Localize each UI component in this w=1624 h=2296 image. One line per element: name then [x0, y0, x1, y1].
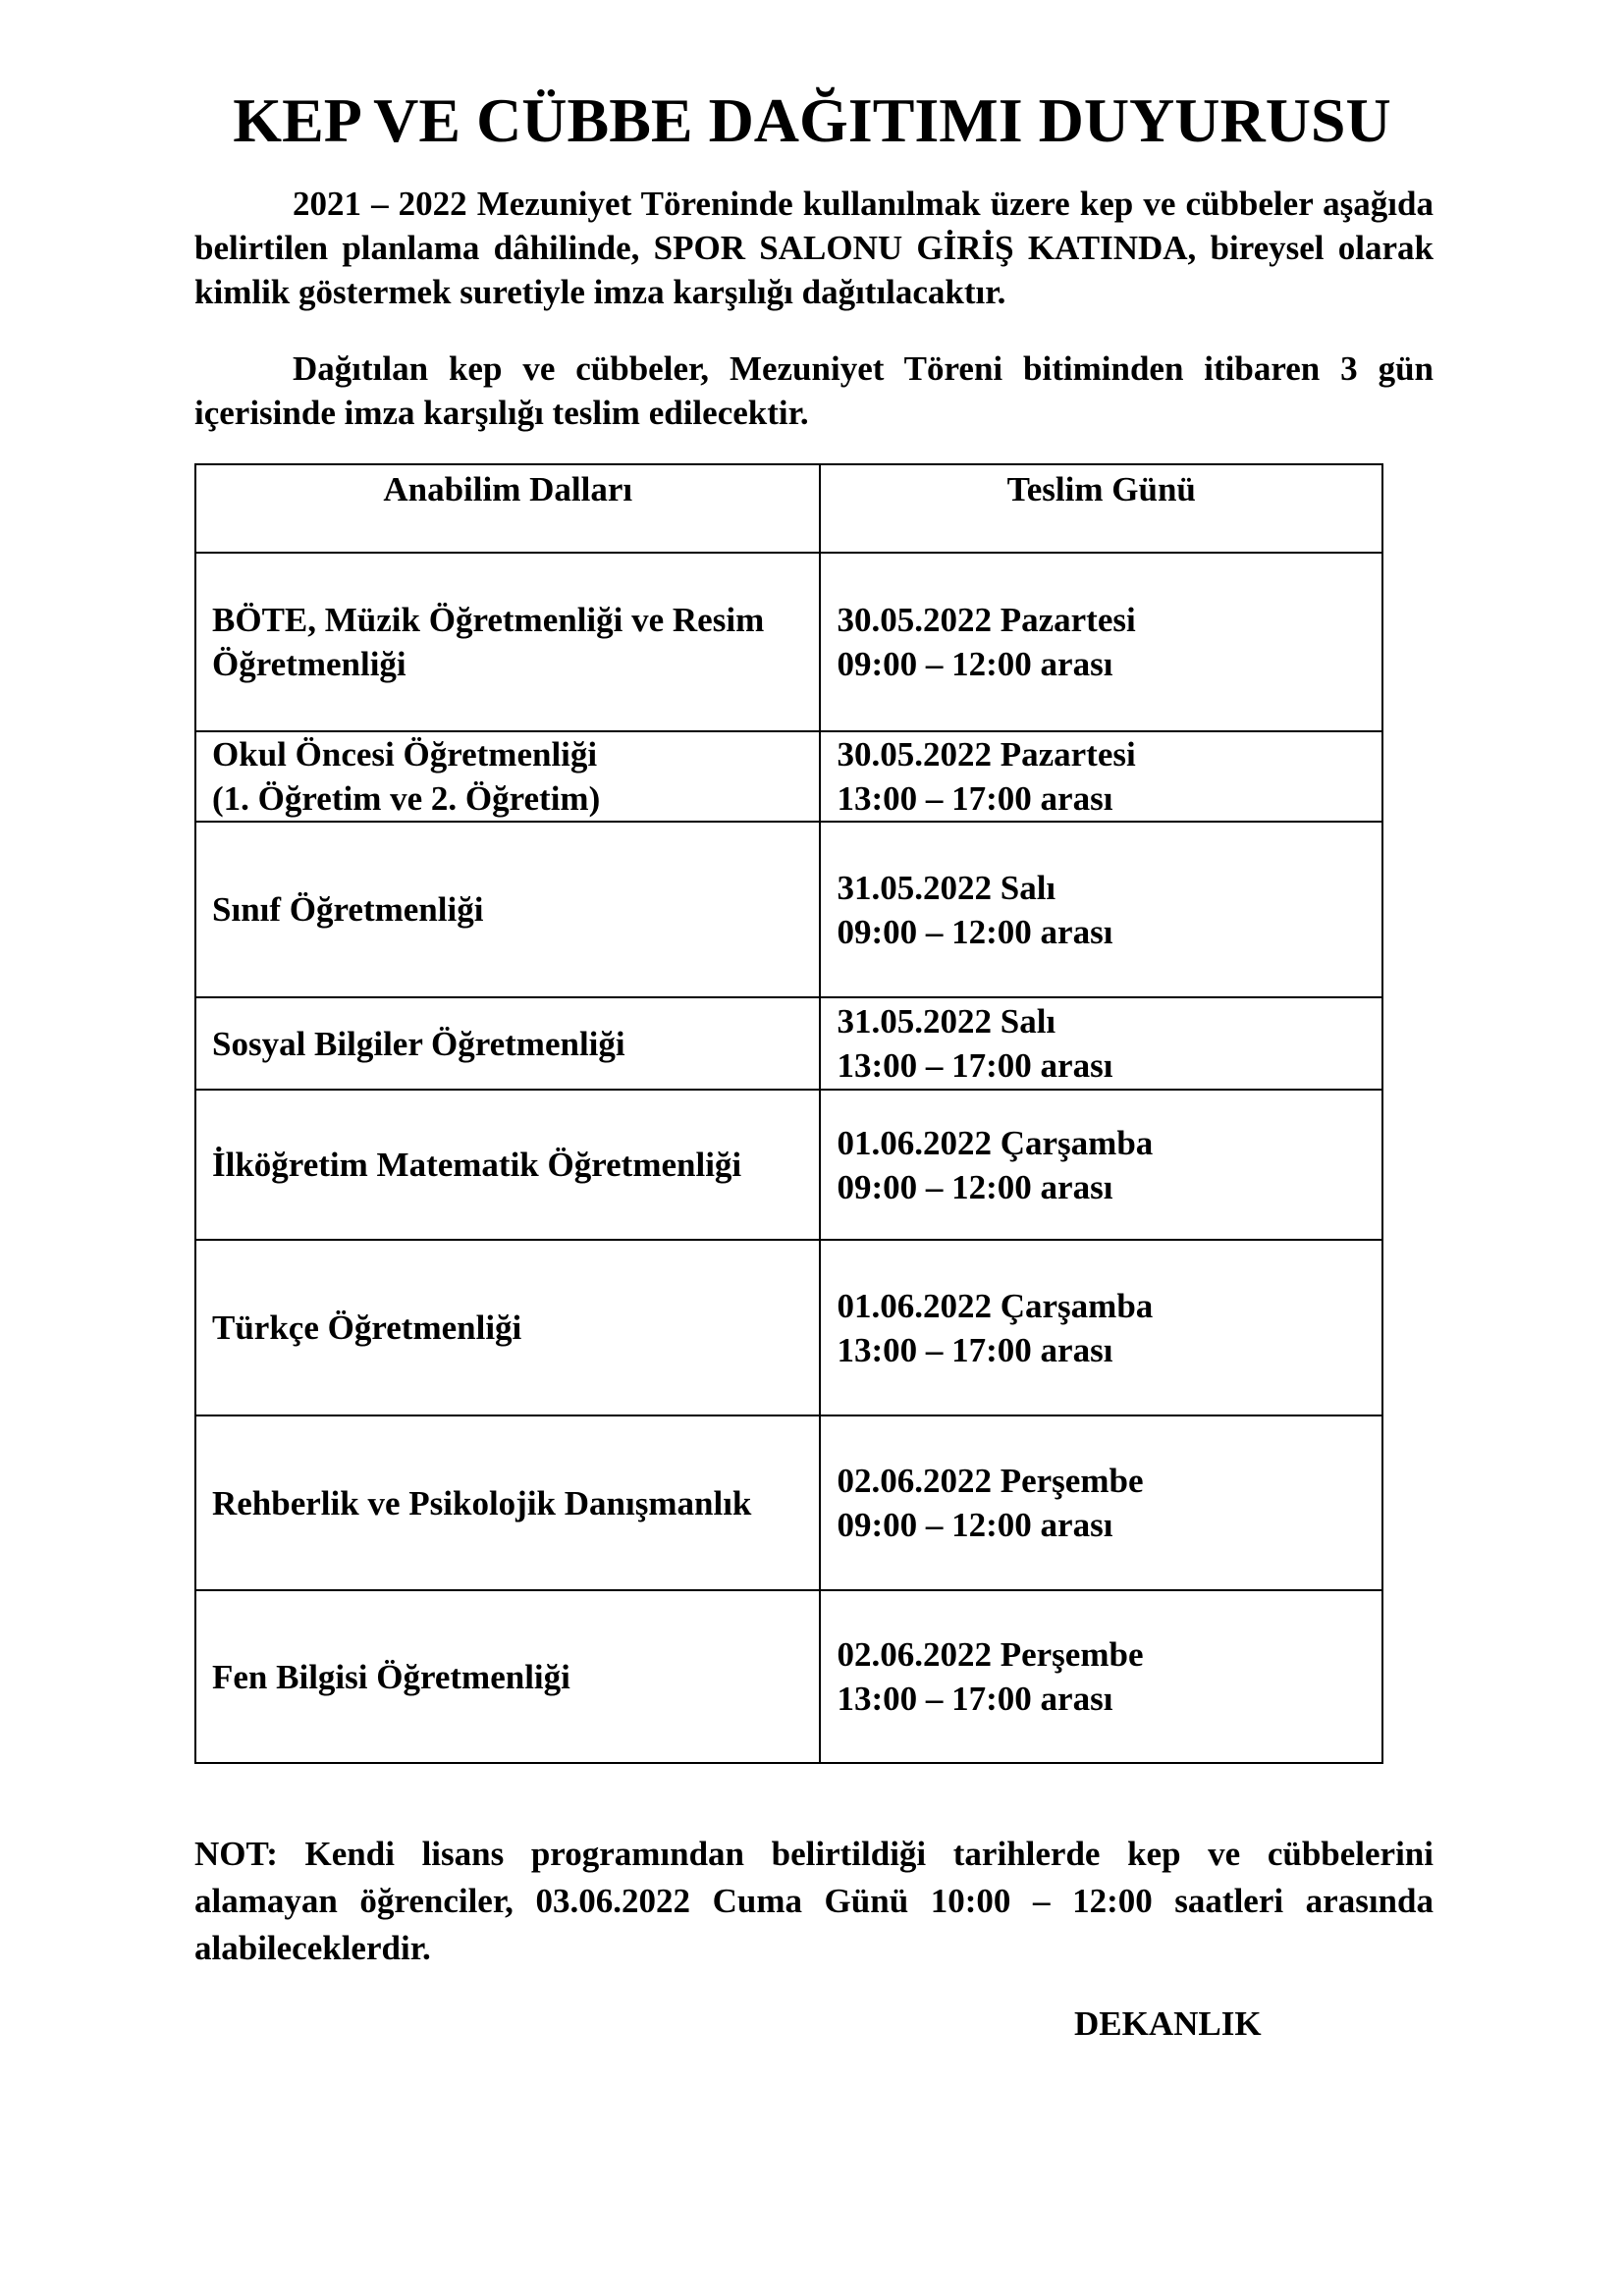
table-row: [195, 1240, 1382, 1415]
table-row: [195, 1090, 1382, 1240]
header-delivery-day: Teslim Günü: [820, 464, 1382, 553]
delivery-cell: [820, 997, 1382, 1090]
delivery-date: 31.05.2022 Salı: [837, 1002, 1056, 1041]
intro-paragraph: 2021 – 2022 Mezuniyet Töreninde kullanılmak üzere kep ve cübbeler aşağıda belirtilen planlama dâhilinde, SPOR SALONU GİRİŞ KATINDA, bireysel olarak kimlik göstermek suretiyle imza karşılığı dağıtılacaktır.: [194, 185, 1434, 311]
delivery-date: 30.05.2022 Pazartesi: [837, 735, 1136, 774]
department-name-continued: (1. Öğretim ve 2. Öğretim): [212, 779, 601, 818]
delivery-time: 09:00 – 12:00 arası: [837, 645, 1113, 683]
page-title: KEP VE CÜBBE DAĞITIMI DUYURUSU: [233, 85, 1391, 155]
delivery-cell: [820, 822, 1382, 997]
table-row: [195, 1415, 1382, 1590]
delivery-cell: [820, 1415, 1382, 1590]
distribution-schedule-table: [194, 463, 1383, 1764]
delivery-cell: [820, 1590, 1382, 1763]
department-name: BÖTE, Müzik Öğretmenliği ve Resim: [212, 601, 765, 639]
department-cell: [195, 1090, 820, 1240]
department-name: Okul Öncesi Öğretmenliği: [212, 735, 598, 774]
delivery-date: 30.05.2022 Pazartesi: [837, 601, 1136, 639]
department-cell: [195, 1240, 820, 1415]
department-cell: [195, 1590, 820, 1763]
delivery-time: 09:00 – 12:00 arası: [837, 1506, 1113, 1544]
table-row: [195, 553, 1382, 731]
table-header-row: [195, 464, 1382, 553]
department-cell: [195, 822, 820, 997]
delivery-time: 13:00 – 17:00 arası: [837, 1680, 1113, 1718]
table-row: [195, 1590, 1382, 1763]
department-name: Sosyal Bilgiler Öğretmenliği: [212, 1024, 625, 1063]
department-name: Rehberlik ve Psikolojik Danışmanlık: [212, 1483, 752, 1522]
delivery-date: 31.05.2022 Salı: [837, 868, 1056, 907]
delivery-cell: [820, 1090, 1382, 1240]
department-name: İlköğretim Matematik Öğretmenliği: [212, 1146, 742, 1184]
department-cell: [195, 1415, 820, 1590]
department-name-continued: Öğretmenliği: [212, 645, 406, 683]
delivery-cell: [820, 731, 1382, 822]
delivery-time: 09:00 – 12:00 arası: [837, 1167, 1113, 1206]
table-row: [195, 731, 1382, 822]
table-row: [195, 822, 1382, 997]
department-name: Fen Bilgisi Öğretmenliği: [212, 1657, 570, 1696]
department-cell: [195, 731, 820, 822]
delivery-date: 01.06.2022 Çarşamba: [837, 1123, 1154, 1162]
delivery-date: 02.06.2022 Perşembe: [837, 1462, 1144, 1500]
header-department: Anabilim Dalları: [195, 464, 820, 553]
delivery-date: 01.06.2022 Çarşamba: [837, 1286, 1154, 1325]
department-cell: [195, 997, 820, 1090]
delivery-cell: [820, 1240, 1382, 1415]
delivery-time: 13:00 – 17:00 arası: [837, 1046, 1113, 1085]
return-paragraph: Dağıtılan kep ve cübbeler, Mezuniyet Töreni bitiminden itibaren 3 gün içerisinde imza karşılığı teslim edilecektir.: [194, 349, 1434, 432]
department-cell: [195, 553, 820, 731]
note-paragraph: NOT: Kendi lisans programından belirtildiği tarihlerde kep ve cübbelerini alamayan öğrenciler, 03.06.2022 Cuma Günü 10:00 – 12:00 saatleri arasında alabileceklerdir.: [194, 1835, 1434, 1967]
delivery-cell: [820, 553, 1382, 731]
delivery-time: 09:00 – 12:00 arası: [837, 912, 1113, 951]
department-name: Türkçe Öğretmenliği: [212, 1308, 522, 1347]
delivery-time: 13:00 – 17:00 arası: [837, 779, 1113, 818]
signature-dean-office: DEKANLIK: [1074, 2004, 1262, 2043]
table-row: [195, 997, 1382, 1090]
delivery-date: 02.06.2022 Perşembe: [837, 1635, 1144, 1674]
delivery-time: 13:00 – 17:00 arası: [837, 1330, 1113, 1369]
department-name: Sınıf Öğretmenliği: [212, 890, 484, 929]
